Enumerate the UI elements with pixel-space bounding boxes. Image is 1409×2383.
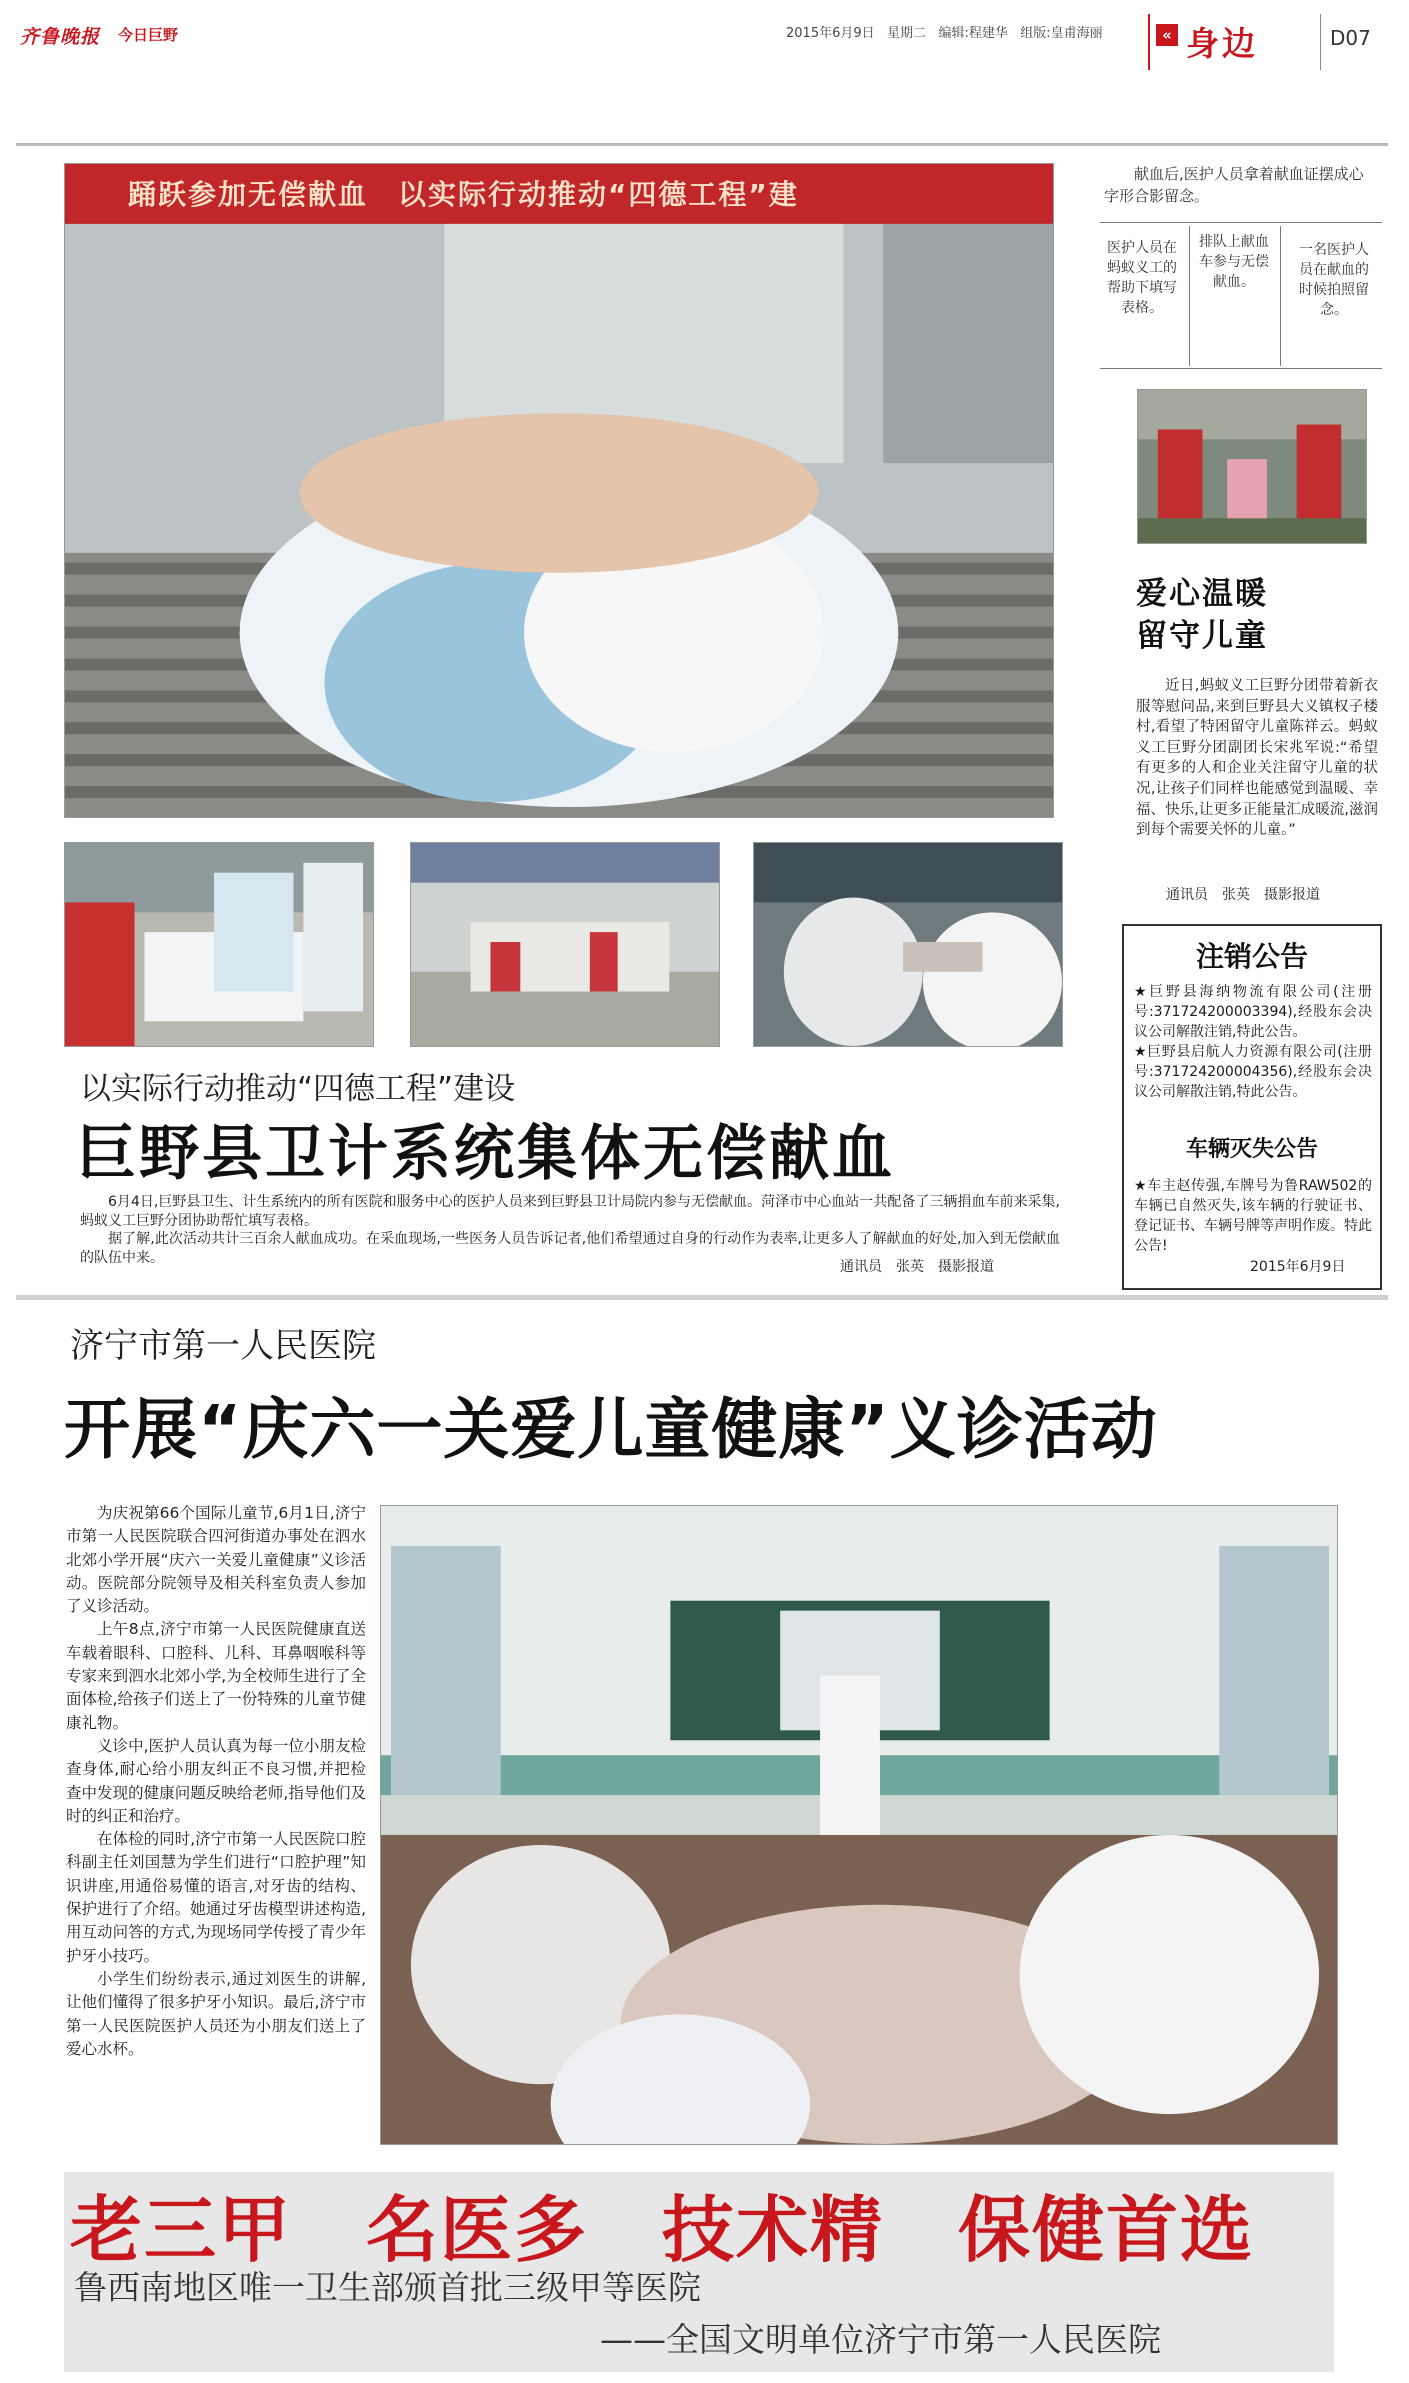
- story2-paragraph-5: 小学生们纷纷表示,通过刘医生的讲解,让他们懂得了很多护牙小知识。最后,济宁市第一人民医院医护人员还为小朋友们送上了爱心水杯。: [66, 1969, 366, 2058]
- story2-paragraph-3: 义诊中,医护人员认真为每一位小朋友检查身体,耐心给小朋友纠正不良习惯,并把检查中发现的健康问题反映给老师,指导他们及时的纠正和治疗。: [66, 1736, 366, 1825]
- sidebar-body: 近日,蚂蚁义工巨野分团带着新衣服等慰问品,来到巨野县大义镇权子楼村,看望了特困留守儿童陈祥云。蚂蚁义工巨野分团副团长宋兆军说:“希望有更多的人和企业关注留守儿童的状况,让孩子们同样也能感觉到温暖、幸福、快乐,让更多正能量汇成暖流,滋润到每个需要关怀的儿童。”: [1136, 678, 1378, 839]
- middle-rule: [16, 1295, 1388, 1300]
- notice-title-vehicle: 车辆灭失公告: [1185, 1137, 1318, 1162]
- donation-line-photo: [410, 842, 720, 1047]
- left-behind-children-photo: [1137, 389, 1367, 544]
- header-divider: [1148, 14, 1150, 70]
- page-title: 身边: [1186, 24, 1258, 63]
- caption-col-1: 医护人员在蚂蚁义工的帮助下填写表格。: [1107, 240, 1177, 316]
- caption-col-2: 排队上献血车参与无偿献血。: [1199, 234, 1269, 290]
- photo-banner-text: 踊跃参加无偿献血 以实际行动推动“四德工程”建: [128, 178, 799, 211]
- notice-item-3: ★车主赵传强,车牌号为鲁RAW502的车辆已自然灭失,该车辆的行驶证书、登记证书、车辆号牌等声明作废。特此公告!: [1134, 1178, 1372, 1254]
- notice-date: 2015年6月9日: [1250, 1259, 1346, 1275]
- story2-paragraph-1: 为庆祝第66个国际儿童节,6月1日,济宁市第一人民医院联合四河街道办事处在泗水北郊小学开展“庆六一关爱儿童健康”义诊活动。医院部分院领导及相关科室负责人参加了义诊活动。: [66, 1504, 366, 1616]
- story1-paragraph-1: 6月4日,巨野县卫生、计生系统内的所有医院和服务中心的医护人员来到巨野县卫计局院内参与无偿献血。菏泽市中心血站一共配备了三辆捐血车前来采集,蚂蚁义工巨野分团协助帮忙填写表格。: [80, 1194, 1060, 1229]
- caption-top: 献血后,医护人员拿着献血证摆成心字形合影留念。: [1104, 165, 1364, 205]
- notice-title-deregistration: 注销公告: [1195, 940, 1308, 973]
- caption-rule: [1100, 222, 1382, 223]
- blood-donation-group-photo: [64, 163, 1054, 818]
- masthead-logo: 齐鲁晚报: [20, 26, 101, 48]
- caption-divider-1: [1189, 226, 1190, 366]
- header-divider-2: [1320, 14, 1321, 70]
- chevron-left-icon: «: [1156, 24, 1178, 46]
- header-meta: [786, 24, 1103, 44]
- notice-item-2: ★巨野县启航人力资源有限公司(注册号:371724200004356),经股东会决议公司解散注销,特此公告。: [1134, 1044, 1372, 1100]
- story2-kicker: 济宁市第一人民医院: [70, 1326, 376, 1366]
- issue-date: 2015年6月9日: [786, 26, 875, 41]
- story1-kicker: 以实际行动推动“四德工程”建设: [80, 1071, 516, 1107]
- section-name: 今日巨野: [118, 26, 179, 44]
- story1-byline: 通讯员 张英 摄影报道: [840, 1259, 994, 1275]
- story2-paragraph-2: 上午8点,济宁市第一人民医院健康直送车载着眼科、口腔科、儿科、耳鼻咽喉科等专家来到泗水北郊小学,为全校师生进行了全面体检,给孩子们送上了一份特殊的儿童节健康礼物。: [66, 1620, 366, 1732]
- layout-credit: 组版:皇甫海丽: [1020, 26, 1103, 41]
- ad-slogan: 老三甲 名医多 技术精 保健首选: [70, 2188, 1255, 2272]
- sidebar-byline: 通讯员 张英 摄影报道: [1166, 887, 1320, 903]
- sidebar-headline-line2: 留守儿童: [1136, 618, 1268, 654]
- blood-draw-photo: [753, 842, 1063, 1047]
- story2-paragraph-4: 在体检的同时,济宁市第一人民医院口腔科副主任刘国慧为学生们进行“口腔护理”知识讲座,用通俗易懂的语言,对牙齿的结构、保护进行了介绍。她通过牙齿模型讲述构造,用互动问答的方式,为现场同学传授了青少年护牙小技巧。: [66, 1830, 366, 1965]
- editor-credit: 编辑:程建华: [938, 26, 1008, 41]
- issue-weekday: 星期二: [887, 26, 927, 41]
- ad-line-1: 鲁西南地区唯一卫生部颁首批三级甲等医院: [74, 2268, 701, 2307]
- form-filling-photo: [64, 842, 374, 1047]
- story2-headline: 开展“庆六一关爱儿童健康”义诊活动: [64, 1391, 1158, 1468]
- caption-rule-2: [1100, 368, 1382, 369]
- classroom-lecture-photo: [380, 1505, 1338, 2145]
- page-number: D07: [1330, 26, 1371, 50]
- story1-paragraph-2: 据了解,此次活动共计三百余人献血成功。在采血现场,一些医务人员告诉记者,他们希望通过自身的行动作为表率,让更多人了解献血的好处,加入到无偿献血的队伍中来。: [80, 1231, 1060, 1266]
- notice-item-1: ★巨野县海纳物流有限公司(注册号:371724200003394),经股东会决议公司解散注销,特此公告。: [1134, 984, 1372, 1040]
- caption-col-3: 一名医护人员在献血的时候拍照留念。: [1299, 242, 1369, 318]
- ad-line-2: ——全国文明单位济宁市第一人民医院: [600, 2320, 1161, 2359]
- story1-headline: 巨野县卫计系统集体无偿献血: [76, 1119, 895, 1189]
- top-rule: [16, 143, 1388, 146]
- caption-divider-2: [1280, 226, 1281, 366]
- story2-body: [66, 1502, 366, 2061]
- sidebar-headline-line1: 爱心温暖: [1136, 576, 1268, 612]
